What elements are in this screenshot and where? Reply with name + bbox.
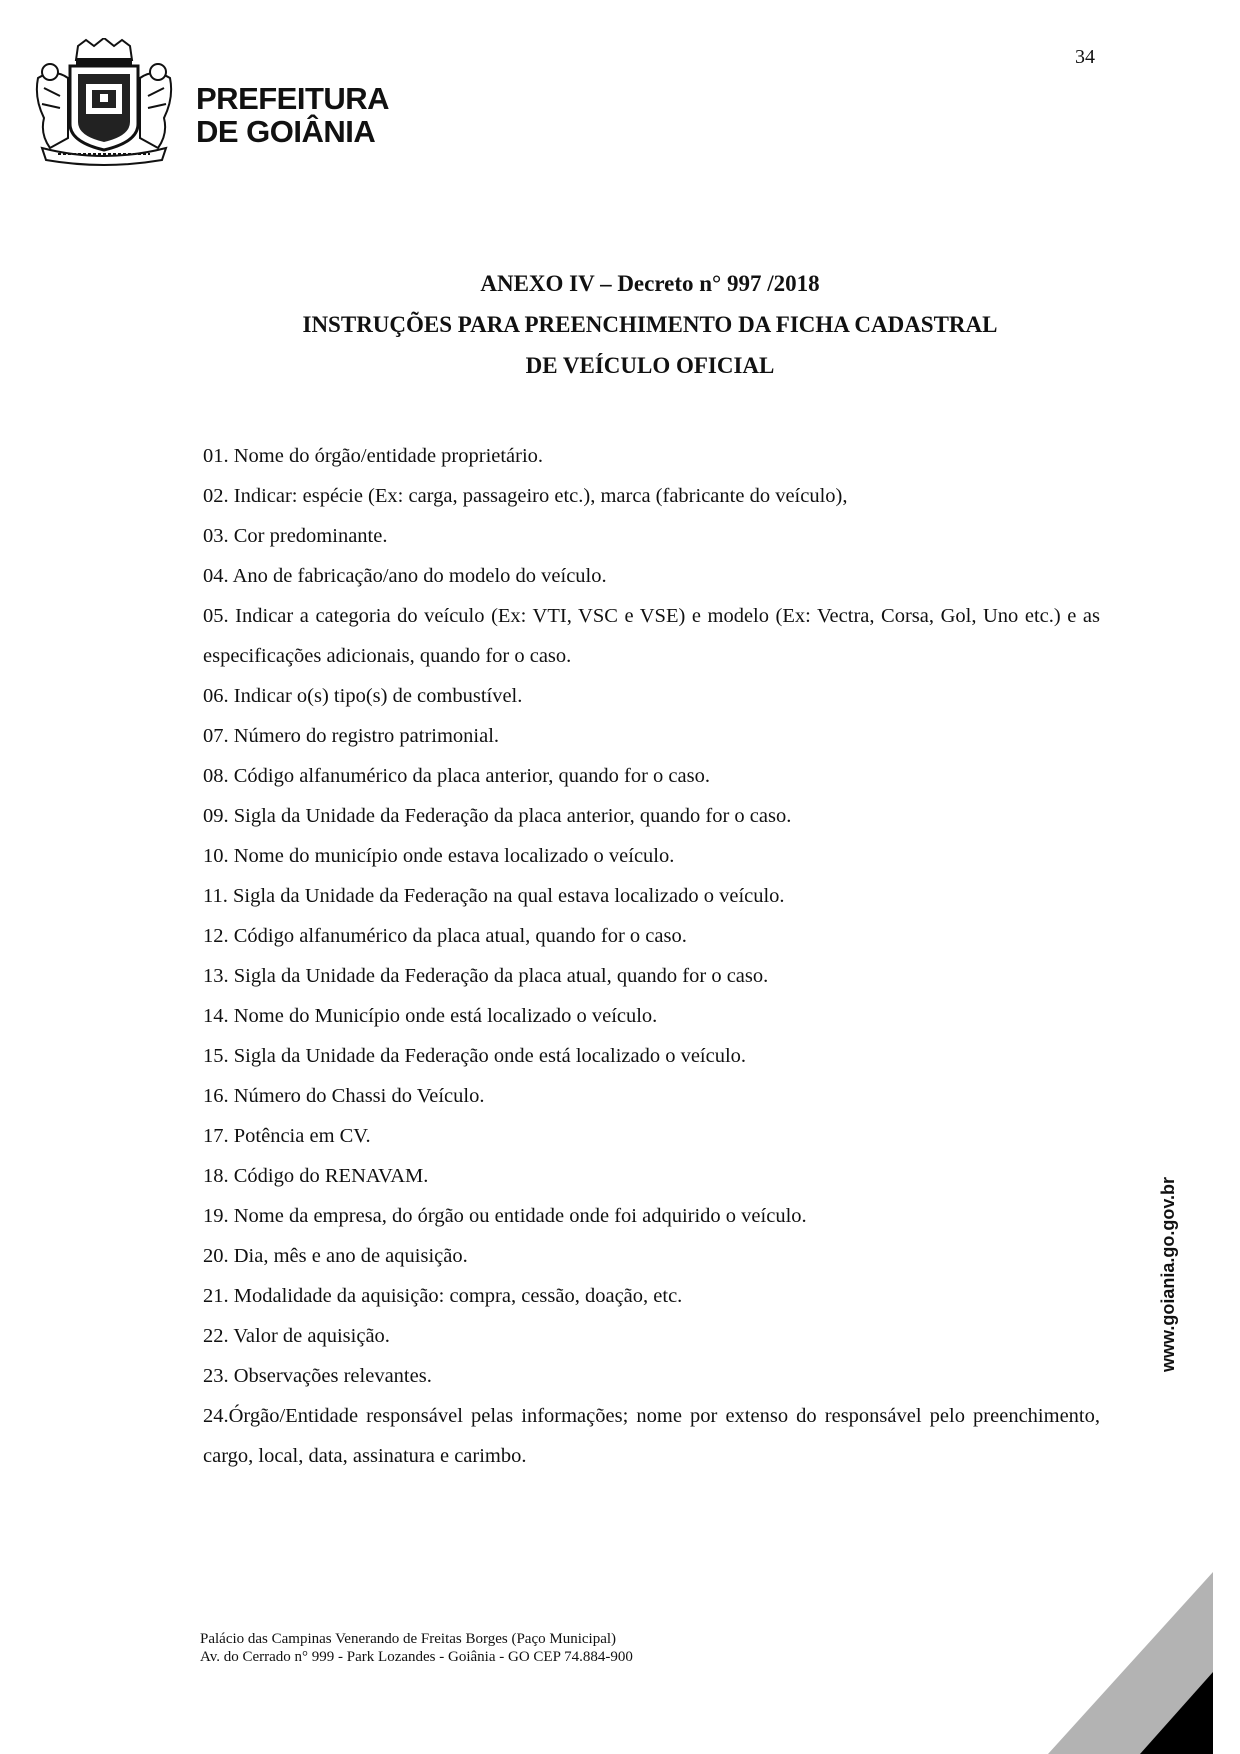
footer-line-1: Palácio das Campinas Venerando de Freitas Borges (Paço Municipal) bbox=[200, 1631, 617, 1647]
list-item: 17. Potência em CV. bbox=[203, 1125, 371, 1147]
list-item: 06. Indicar o(s) tipo(s) de combustível. bbox=[203, 685, 523, 707]
list-item: 22. Valor de aquisição. bbox=[203, 1325, 390, 1347]
footer-line-2: Av. do Cerrado n° 999 - Park Lozandes - Goiânia - GO CEP 74.884-900 bbox=[200, 1649, 633, 1665]
website-url: www.goiania.go.gov.br bbox=[1158, 1176, 1178, 1372]
title-line-2: INSTRUÇÕES PARA PREENCHIMENTO DA FICHA CADASTRAL bbox=[302, 312, 998, 337]
list-item: 15. Sigla da Unidade da Federação onde está localizado o veículo. bbox=[203, 1045, 747, 1067]
list-item: 23. Observações relevantes. bbox=[203, 1365, 432, 1387]
list-item: 07. Número do registro patrimonial. bbox=[203, 725, 500, 747]
list-item: 16. Número do Chassi do Veículo. bbox=[203, 1085, 485, 1107]
list-item: 03. Cor predominante. bbox=[203, 525, 388, 547]
list-item: 09. Sigla da Unidade da Federação da placa anterior, quando for o caso. bbox=[203, 805, 792, 827]
list-item: 19. Nome da empresa, do órgão ou entidade onde foi adquirido o veículo. bbox=[203, 1205, 807, 1227]
page-number: 34 bbox=[1075, 46, 1095, 68]
list-item: 05. Indicar a categoria do veículo (Ex: VTI, VSC e VSE) e modelo (Ex: Vectra, Corsa, Gol, Uno etc.) e as especificações adicionais, quando for o caso. bbox=[203, 605, 1100, 667]
list-item: 24.Órgão/Entidade responsável pelas informações; nome por extenso do responsável pelo preenchimento, cargo, local, data, assinatura e carimbo. bbox=[203, 1405, 1100, 1467]
list-item: 08. Código alfanumérico da placa anterior, quando for o caso. bbox=[203, 765, 710, 787]
list-item: 10. Nome do município onde estava localizado o veículo. bbox=[203, 845, 675, 867]
coat-of-arms-icon bbox=[28, 38, 180, 166]
list-item: 12. Código alfanumérico da placa atual, quando for o caso. bbox=[203, 925, 687, 947]
list-item: 20. Dia, mês e ano de aquisição. bbox=[203, 1245, 468, 1267]
title-line-1: ANEXO IV – Decreto n° 997 /2018 bbox=[480, 271, 820, 296]
footer-address bbox=[200, 1630, 633, 1666]
list-item: 21. Modalidade da aquisição: compra, cessão, doação, etc. bbox=[203, 1285, 683, 1307]
corner-triangle-decoration bbox=[1048, 1572, 1213, 1754]
title-line-3: DE VEÍCULO OFICIAL bbox=[525, 353, 775, 378]
logo-line-1: PREFEITURA bbox=[196, 81, 390, 116]
list-item: 18. Código do RENAVAM. bbox=[203, 1165, 429, 1187]
document-title bbox=[200, 263, 1100, 386]
list-item: 11. Sigla da Unidade da Federação na qual estava localizado o veículo. bbox=[203, 885, 785, 907]
instructions-list bbox=[203, 436, 1100, 1476]
logo-wordmark bbox=[196, 82, 389, 148]
list-item: 13. Sigla da Unidade da Federação da placa atual, quando for o caso. bbox=[203, 965, 769, 987]
list-item: 04. Ano de fabricação/ano do modelo do veículo. bbox=[203, 565, 607, 587]
list-item: 14. Nome do Município onde está localizado o veículo. bbox=[203, 1005, 658, 1027]
list-item: 01. Nome do órgão/entidade proprietário. bbox=[203, 445, 544, 467]
list-item: 02. Indicar: espécie (Ex: carga, passageiro etc.), marca (fabricante do veículo), bbox=[203, 485, 848, 507]
logo-line-2: DE GOIÂNIA bbox=[196, 114, 376, 149]
